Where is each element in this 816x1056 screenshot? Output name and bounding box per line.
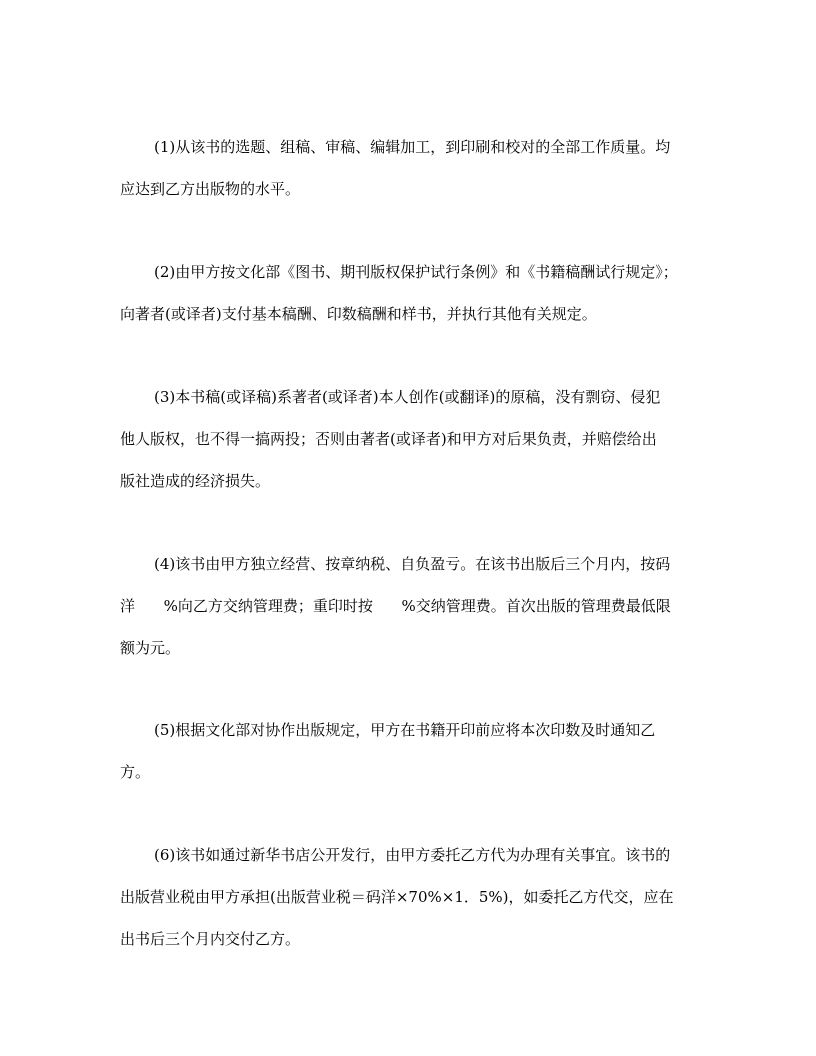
paragraph-2 [120, 251, 700, 335]
paragraph-line: 向著者(或译者)支付基本稿酬、印数稿酬和样书，并执行其他有关规定。 [120, 305, 597, 323]
paragraph-line: 出书后三个月内交付乙方。 [120, 930, 301, 948]
paragraph-line: 出版营业税由甲方承担(出版营业税＝码洋×70%×1．5%)，如委托乙方代交，应在 [120, 888, 674, 906]
paragraph-line: (3)本书稿(或译稿)系著者(或译者)本人创作(或翻译)的原稿，没有剽窃、侵犯 [154, 388, 661, 406]
paragraph-line: 洋 %向乙方交纳管理费；重印时按 %交纳管理费。首次出版的管理费最低限 [120, 597, 671, 615]
paragraph-line: 应达到乙方出版物的水平。 [120, 180, 301, 198]
paragraph-6 [120, 834, 700, 960]
paragraph-3 [120, 376, 700, 502]
paragraph-line: 方。 [120, 763, 151, 781]
paragraph-line: 版社造成的经济损失。 [120, 472, 271, 490]
paragraph-line: 额为元。 [120, 639, 181, 657]
paragraph-5 [120, 709, 700, 793]
paragraph-line: 他人版权，也不得一搞两投；否则由著者(或译者)和甲方对后果负责，并赔偿给出 [120, 430, 657, 448]
paragraph-line: (6)该书如通过新华书店公开发行，由甲方委托乙方代为办理有关事宜。该书的 [154, 846, 671, 864]
paragraph-line: (1)从该书的选题、组稿、审稿、编辑加工，到印刷和校对的全部工作质量。均 [154, 138, 671, 156]
paragraph-1 [120, 126, 700, 210]
paragraph-line: (4)该书由甲方独立经营、按章纳税、自负盈亏。在该书出版后三个月内，按码 [154, 555, 671, 573]
paragraph-line: (5)根据文化部对协作出版规定，甲方在书籍开印前应将本次印数及时通知乙 [154, 721, 656, 739]
paragraph-4 [120, 543, 700, 669]
paragraph-line: (2)由甲方按文化部《图书、期刊版权保护试行条例》和《书籍稿酬试行规定》； [154, 263, 678, 281]
